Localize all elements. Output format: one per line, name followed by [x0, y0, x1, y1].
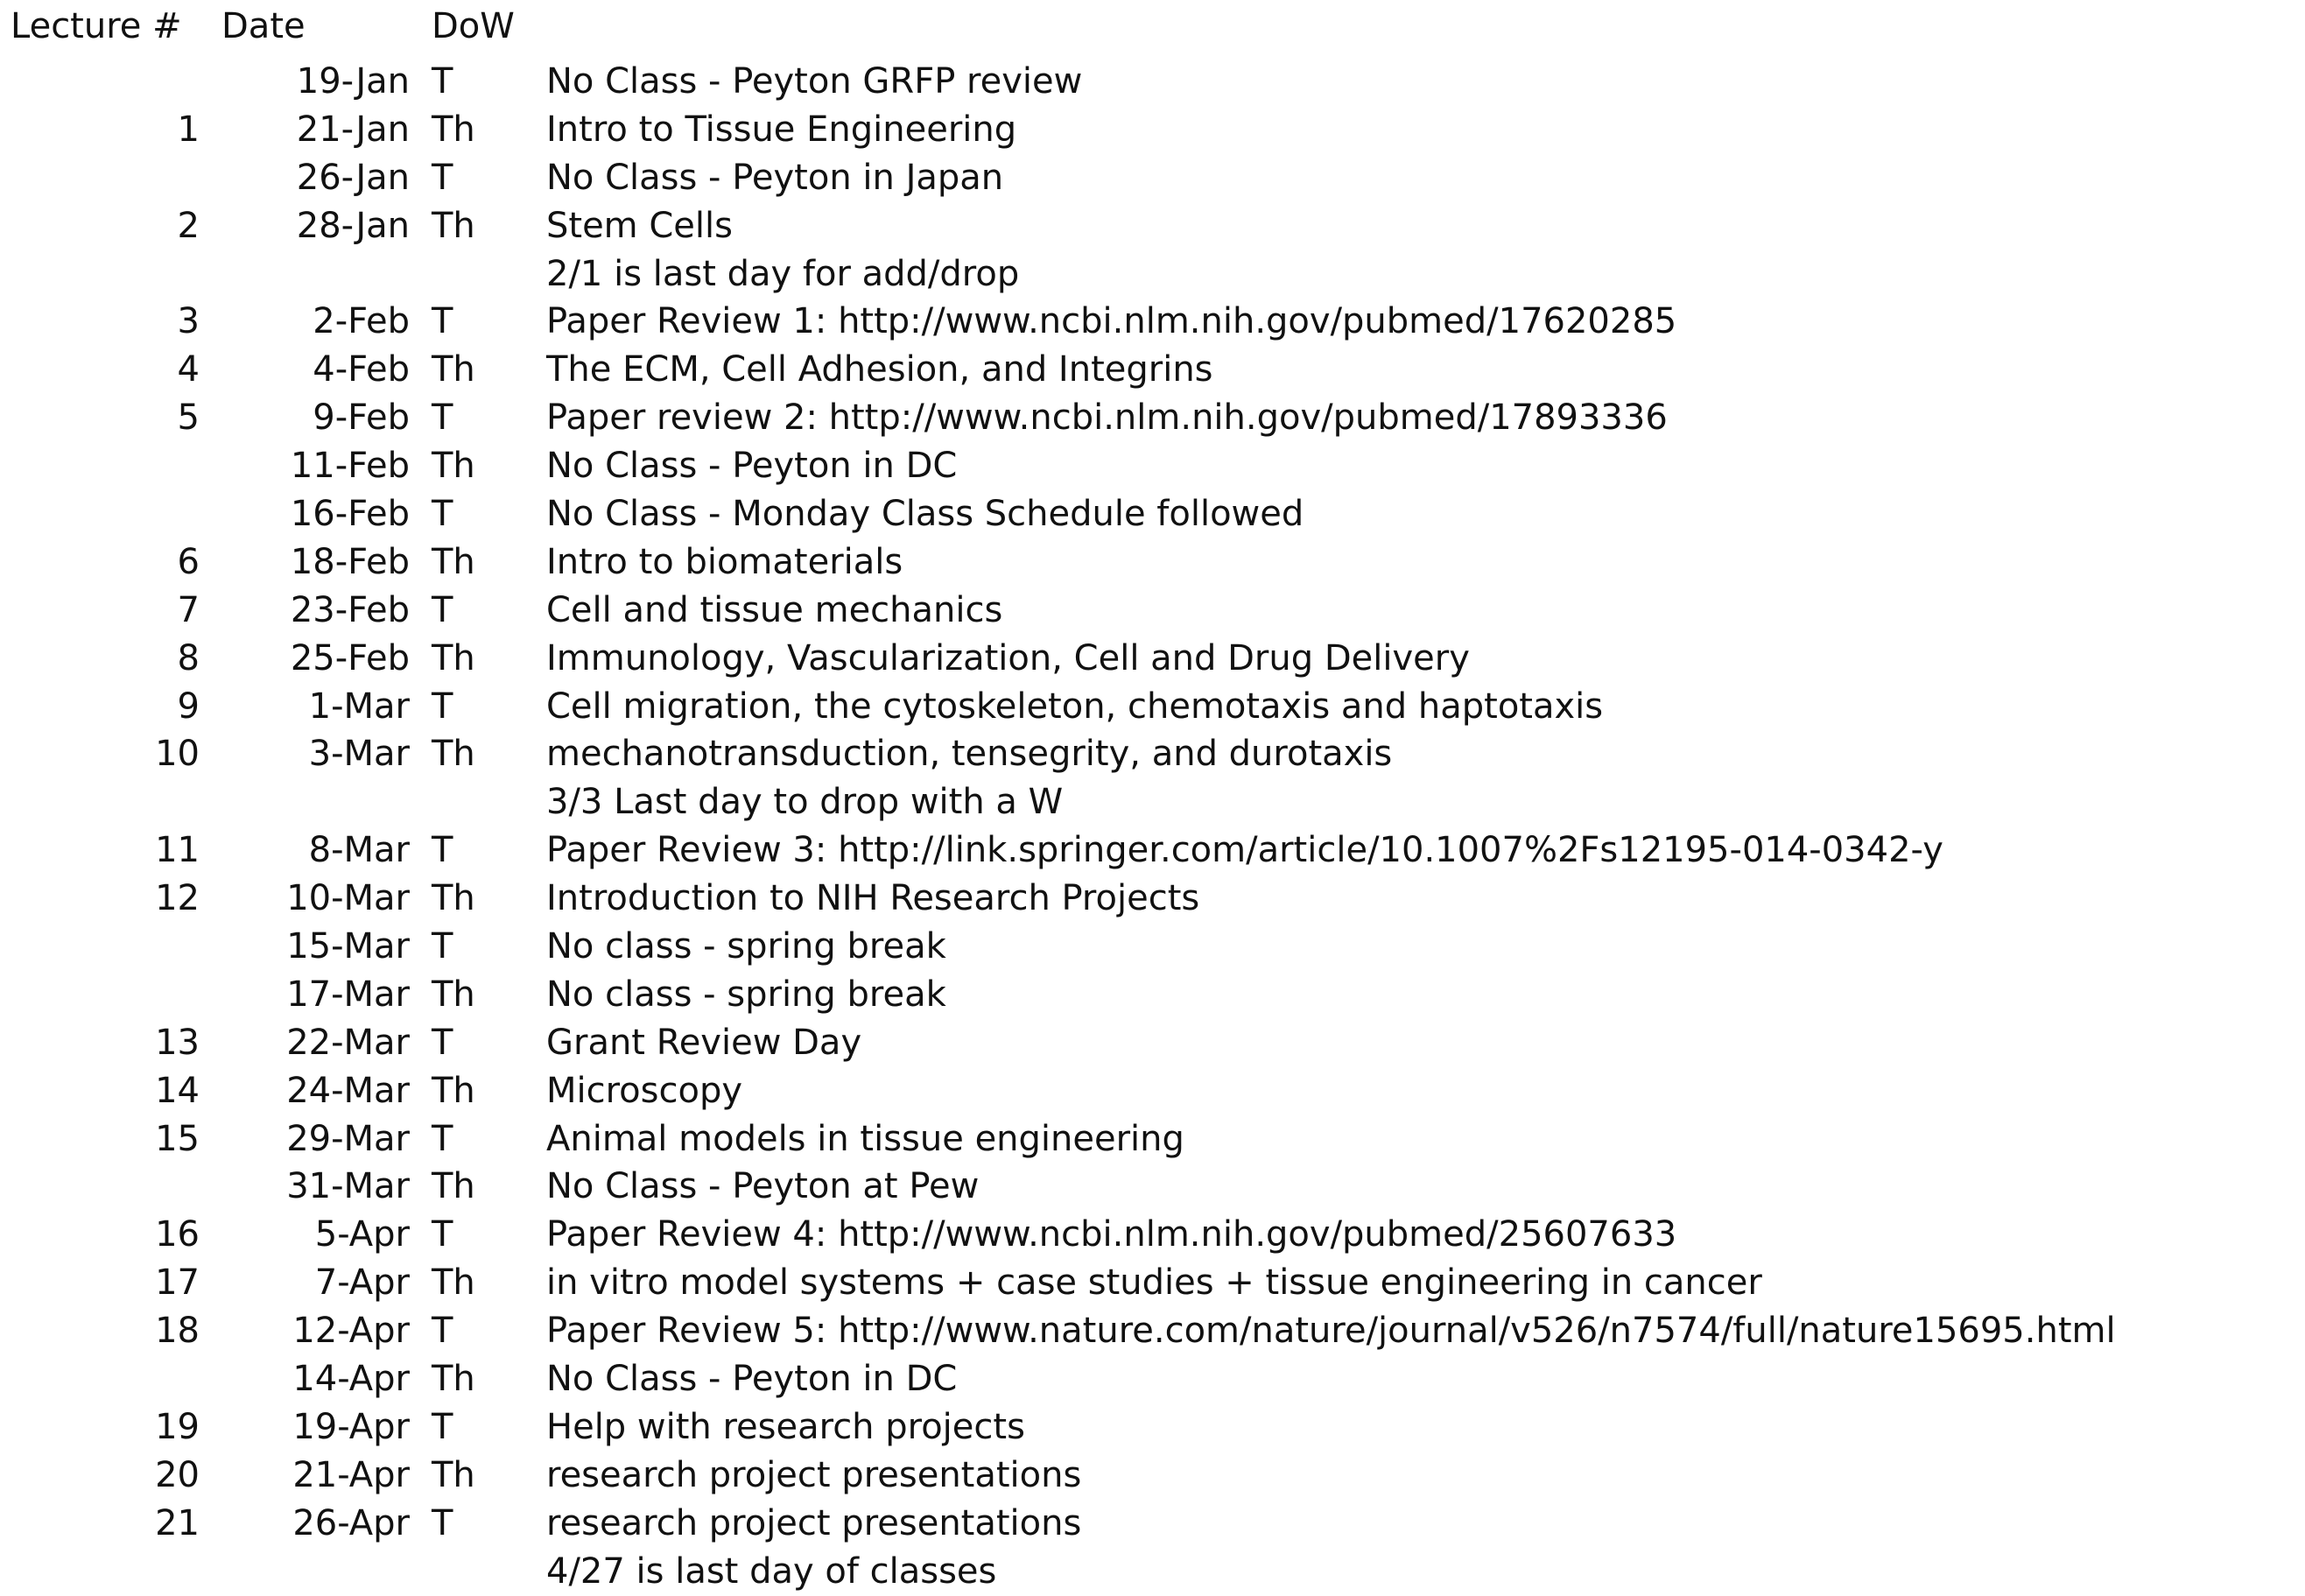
topic-cell: No Class - Peyton in DC: [546, 446, 958, 487]
lecture-number-cell: 20: [155, 1454, 200, 1495]
schedule-row: [0, 1307, 2305, 1355]
date-cell: 22-Mar: [286, 1022, 410, 1063]
day-of-week-cell: Th: [432, 349, 475, 390]
date-cell: 4-Feb: [313, 349, 410, 390]
schedule-row: [0, 1452, 2305, 1500]
date-cell: 1-Mar: [308, 686, 410, 727]
day-of-week-cell: T: [432, 926, 453, 967]
schedule-row: [0, 346, 2305, 394]
date-cell: 18-Feb: [290, 541, 410, 582]
day-of-week-cell: T: [432, 589, 453, 630]
topic-cell: No class - spring break: [546, 974, 946, 1015]
day-of-week-cell: T: [432, 1311, 453, 1352]
date-cell: 10-Mar: [286, 878, 410, 919]
topic-cell: Microscopy: [546, 1070, 743, 1111]
day-of-week-cell: T: [432, 301, 453, 342]
day-of-week-cell: T: [432, 1214, 453, 1255]
lecture-number-cell: 4: [177, 349, 200, 390]
topic-cell: 4/27 is last day of classes: [546, 1550, 997, 1592]
topic-cell: Introduction to NIH Research Projects: [546, 878, 1200, 919]
date-cell: 23-Feb: [290, 589, 410, 630]
day-of-week-cell: T: [432, 1406, 453, 1447]
topic-cell: in vitro model systems + case studies + tissue engineering in cancer: [546, 1262, 1762, 1304]
date-cell: 11-Feb: [290, 446, 410, 487]
schedule-row: [0, 202, 2305, 250]
lecture-number-cell: 14: [155, 1070, 200, 1111]
schedule-row: [0, 106, 2305, 154]
lecture-number-cell: 16: [155, 1214, 200, 1255]
date-cell: 21-Jan: [296, 109, 410, 150]
schedule-row: [0, 394, 2305, 442]
topic-cell: No class - spring break: [546, 926, 946, 967]
topic-cell: 3/3 Last day to drop with a W: [546, 782, 1064, 823]
lecture-number-cell: 8: [177, 637, 200, 678]
day-of-week-cell: Th: [432, 1359, 475, 1400]
schedule-row: [0, 1211, 2305, 1259]
topic-cell: Immunology, Vascularization, Cell and Drug Delivery: [546, 637, 1470, 678]
day-of-week-header: DoW: [432, 6, 515, 46]
day-of-week-cell: T: [432, 494, 453, 535]
lecture-number-cell: 12: [155, 878, 200, 919]
date-cell: 19-Apr: [292, 1406, 410, 1447]
schedule-row: [0, 826, 2305, 875]
day-of-week-cell: T: [432, 830, 453, 871]
date-cell: 7-Apr: [314, 1262, 410, 1304]
schedule-row: [0, 1163, 2305, 1211]
day-of-week-cell: Th: [432, 974, 475, 1015]
date-cell: 8-Mar: [308, 830, 410, 871]
schedule-row: [0, 683, 2305, 731]
schedule-row: [0, 1500, 2305, 1548]
lecture-number-cell: 17: [155, 1262, 200, 1304]
topic-cell: Grant Review Day: [546, 1022, 862, 1063]
date-cell: 19-Jan: [296, 61, 410, 102]
schedule-row: [0, 778, 2305, 826]
day-of-week-cell: Th: [432, 878, 475, 919]
topic-cell: mechanotransduction, tensegrity, and durotaxis: [546, 734, 1393, 775]
lecture-number-cell: 1: [177, 109, 200, 150]
topic-cell: Intro to Tissue Engineering: [546, 109, 1017, 150]
schedule-row: [0, 1548, 2305, 1596]
schedule-row: [0, 250, 2305, 299]
day-of-week-cell: Th: [432, 1166, 475, 1207]
day-of-week-cell: T: [432, 1502, 453, 1543]
schedule-row: [0, 971, 2305, 1019]
schedule-row: [0, 1019, 2305, 1067]
topic-cell: Paper Review 3: http://link.springer.com/article/10.1007%2Fs12195-014-0342-y: [546, 830, 1943, 871]
topic-cell: No Class - Peyton in Japan: [546, 157, 1004, 198]
topic-cell: Help with research projects: [546, 1406, 1025, 1447]
topic-cell: Paper Review 1: http://www.ncbi.nlm.nih.gov/pubmed/17620285: [546, 301, 1677, 342]
schedule-row: [0, 1355, 2305, 1403]
day-of-week-cell: Th: [432, 205, 475, 246]
schedule-row: [0, 1067, 2305, 1115]
day-of-week-cell: Th: [432, 637, 475, 678]
topic-cell: No Class - Monday Class Schedule followed: [546, 494, 1304, 535]
day-of-week-cell: Th: [432, 541, 475, 582]
date-cell: 29-Mar: [286, 1118, 410, 1159]
date-cell: 9-Feb: [313, 397, 410, 439]
topic-cell: The ECM, Cell Adhesion, and Integrins: [546, 349, 1213, 390]
day-of-week-cell: Th: [432, 1070, 475, 1111]
date-header: Date: [221, 6, 306, 46]
date-cell: 2-Feb: [313, 301, 410, 342]
date-cell: 16-Feb: [290, 494, 410, 535]
day-of-week-cell: Th: [432, 734, 475, 775]
day-of-week-cell: T: [432, 1118, 453, 1159]
date-cell: 17-Mar: [286, 974, 410, 1015]
day-of-week-cell: T: [432, 397, 453, 439]
schedule-row: [0, 923, 2305, 971]
day-of-week-cell: Th: [432, 109, 475, 150]
schedule-row: [0, 1115, 2305, 1164]
lecture-number-cell: 5: [177, 397, 200, 439]
topic-cell: Stem Cells: [546, 205, 733, 246]
lecture-number-cell: 11: [155, 830, 200, 871]
date-cell: 25-Feb: [290, 637, 410, 678]
topic-cell: research project presentations: [546, 1502, 1082, 1543]
topic-cell: Intro to biomaterials: [546, 541, 903, 582]
date-cell: 5-Apr: [314, 1214, 410, 1255]
schedule-row: [0, 1259, 2305, 1307]
day-of-week-cell: Th: [432, 446, 475, 487]
schedule-row: [0, 298, 2305, 346]
day-of-week-cell: T: [432, 686, 453, 727]
date-cell: 15-Mar: [286, 926, 410, 967]
lecture-number-header: Lecture #: [11, 6, 182, 46]
schedule-row: [0, 875, 2305, 923]
schedule-rows: [0, 58, 2305, 1596]
date-cell: 12-Apr: [292, 1311, 410, 1352]
schedule-row: [0, 154, 2305, 202]
schedule-row: [0, 58, 2305, 106]
topic-cell: No Class - Peyton GRFP review: [546, 61, 1083, 102]
lecture-number-cell: 15: [155, 1118, 200, 1159]
topic-cell: Paper Review 5: http://www.nature.com/nature/journal/v526/n7574/full/nature15695.html: [546, 1311, 2116, 1352]
date-cell: 28-Jan: [296, 205, 410, 246]
date-cell: 3-Mar: [308, 734, 410, 775]
lecture-number-cell: 21: [155, 1502, 200, 1543]
topic-cell: Cell and tissue mechanics: [546, 589, 1003, 630]
lecture-number-cell: 3: [177, 301, 200, 342]
day-of-week-cell: T: [432, 1022, 453, 1063]
lecture-number-cell: 19: [155, 1406, 200, 1447]
day-of-week-cell: T: [432, 157, 453, 198]
date-cell: 26-Jan: [296, 157, 410, 198]
date-cell: 14-Apr: [292, 1359, 410, 1400]
lecture-number-cell: 13: [155, 1022, 200, 1063]
schedule-row: [0, 1403, 2305, 1452]
schedule-row: [0, 538, 2305, 587]
lecture-number-cell: 9: [177, 686, 200, 727]
date-cell: 26-Apr: [292, 1502, 410, 1543]
topic-cell: No Class - Peyton at Pew: [546, 1166, 980, 1207]
lecture-number-cell: 2: [177, 205, 200, 246]
topic-cell: No Class - Peyton in DC: [546, 1359, 958, 1400]
lecture-number-cell: 10: [155, 734, 200, 775]
topic-cell: Cell migration, the cytoskeleton, chemotaxis and haptotaxis: [546, 686, 1604, 727]
schedule-row: [0, 442, 2305, 490]
schedule-row: [0, 730, 2305, 778]
lecture-number-cell: 7: [177, 589, 200, 630]
topic-cell: Animal models in tissue engineering: [546, 1118, 1184, 1159]
date-cell: 21-Apr: [292, 1454, 410, 1495]
date-cell: 24-Mar: [286, 1070, 410, 1111]
schedule-row: [0, 490, 2305, 538]
topic-cell: Paper review 2: http://www.ncbi.nlm.nih.gov/pubmed/17893336: [546, 397, 1668, 439]
schedule-row: [0, 587, 2305, 635]
date-cell: 31-Mar: [286, 1166, 410, 1207]
topic-cell: 2/1 is last day for add/drop: [546, 253, 1020, 294]
topic-cell: research project presentations: [546, 1454, 1082, 1495]
lecture-number-cell: 18: [155, 1311, 200, 1352]
lecture-number-cell: 6: [177, 541, 200, 582]
day-of-week-cell: Th: [432, 1454, 475, 1495]
schedule-row: [0, 635, 2305, 683]
day-of-week-cell: T: [432, 61, 453, 102]
topic-cell: Paper Review 4: http://www.ncbi.nlm.nih.gov/pubmed/25607633: [546, 1214, 1677, 1255]
day-of-week-cell: Th: [432, 1262, 475, 1304]
